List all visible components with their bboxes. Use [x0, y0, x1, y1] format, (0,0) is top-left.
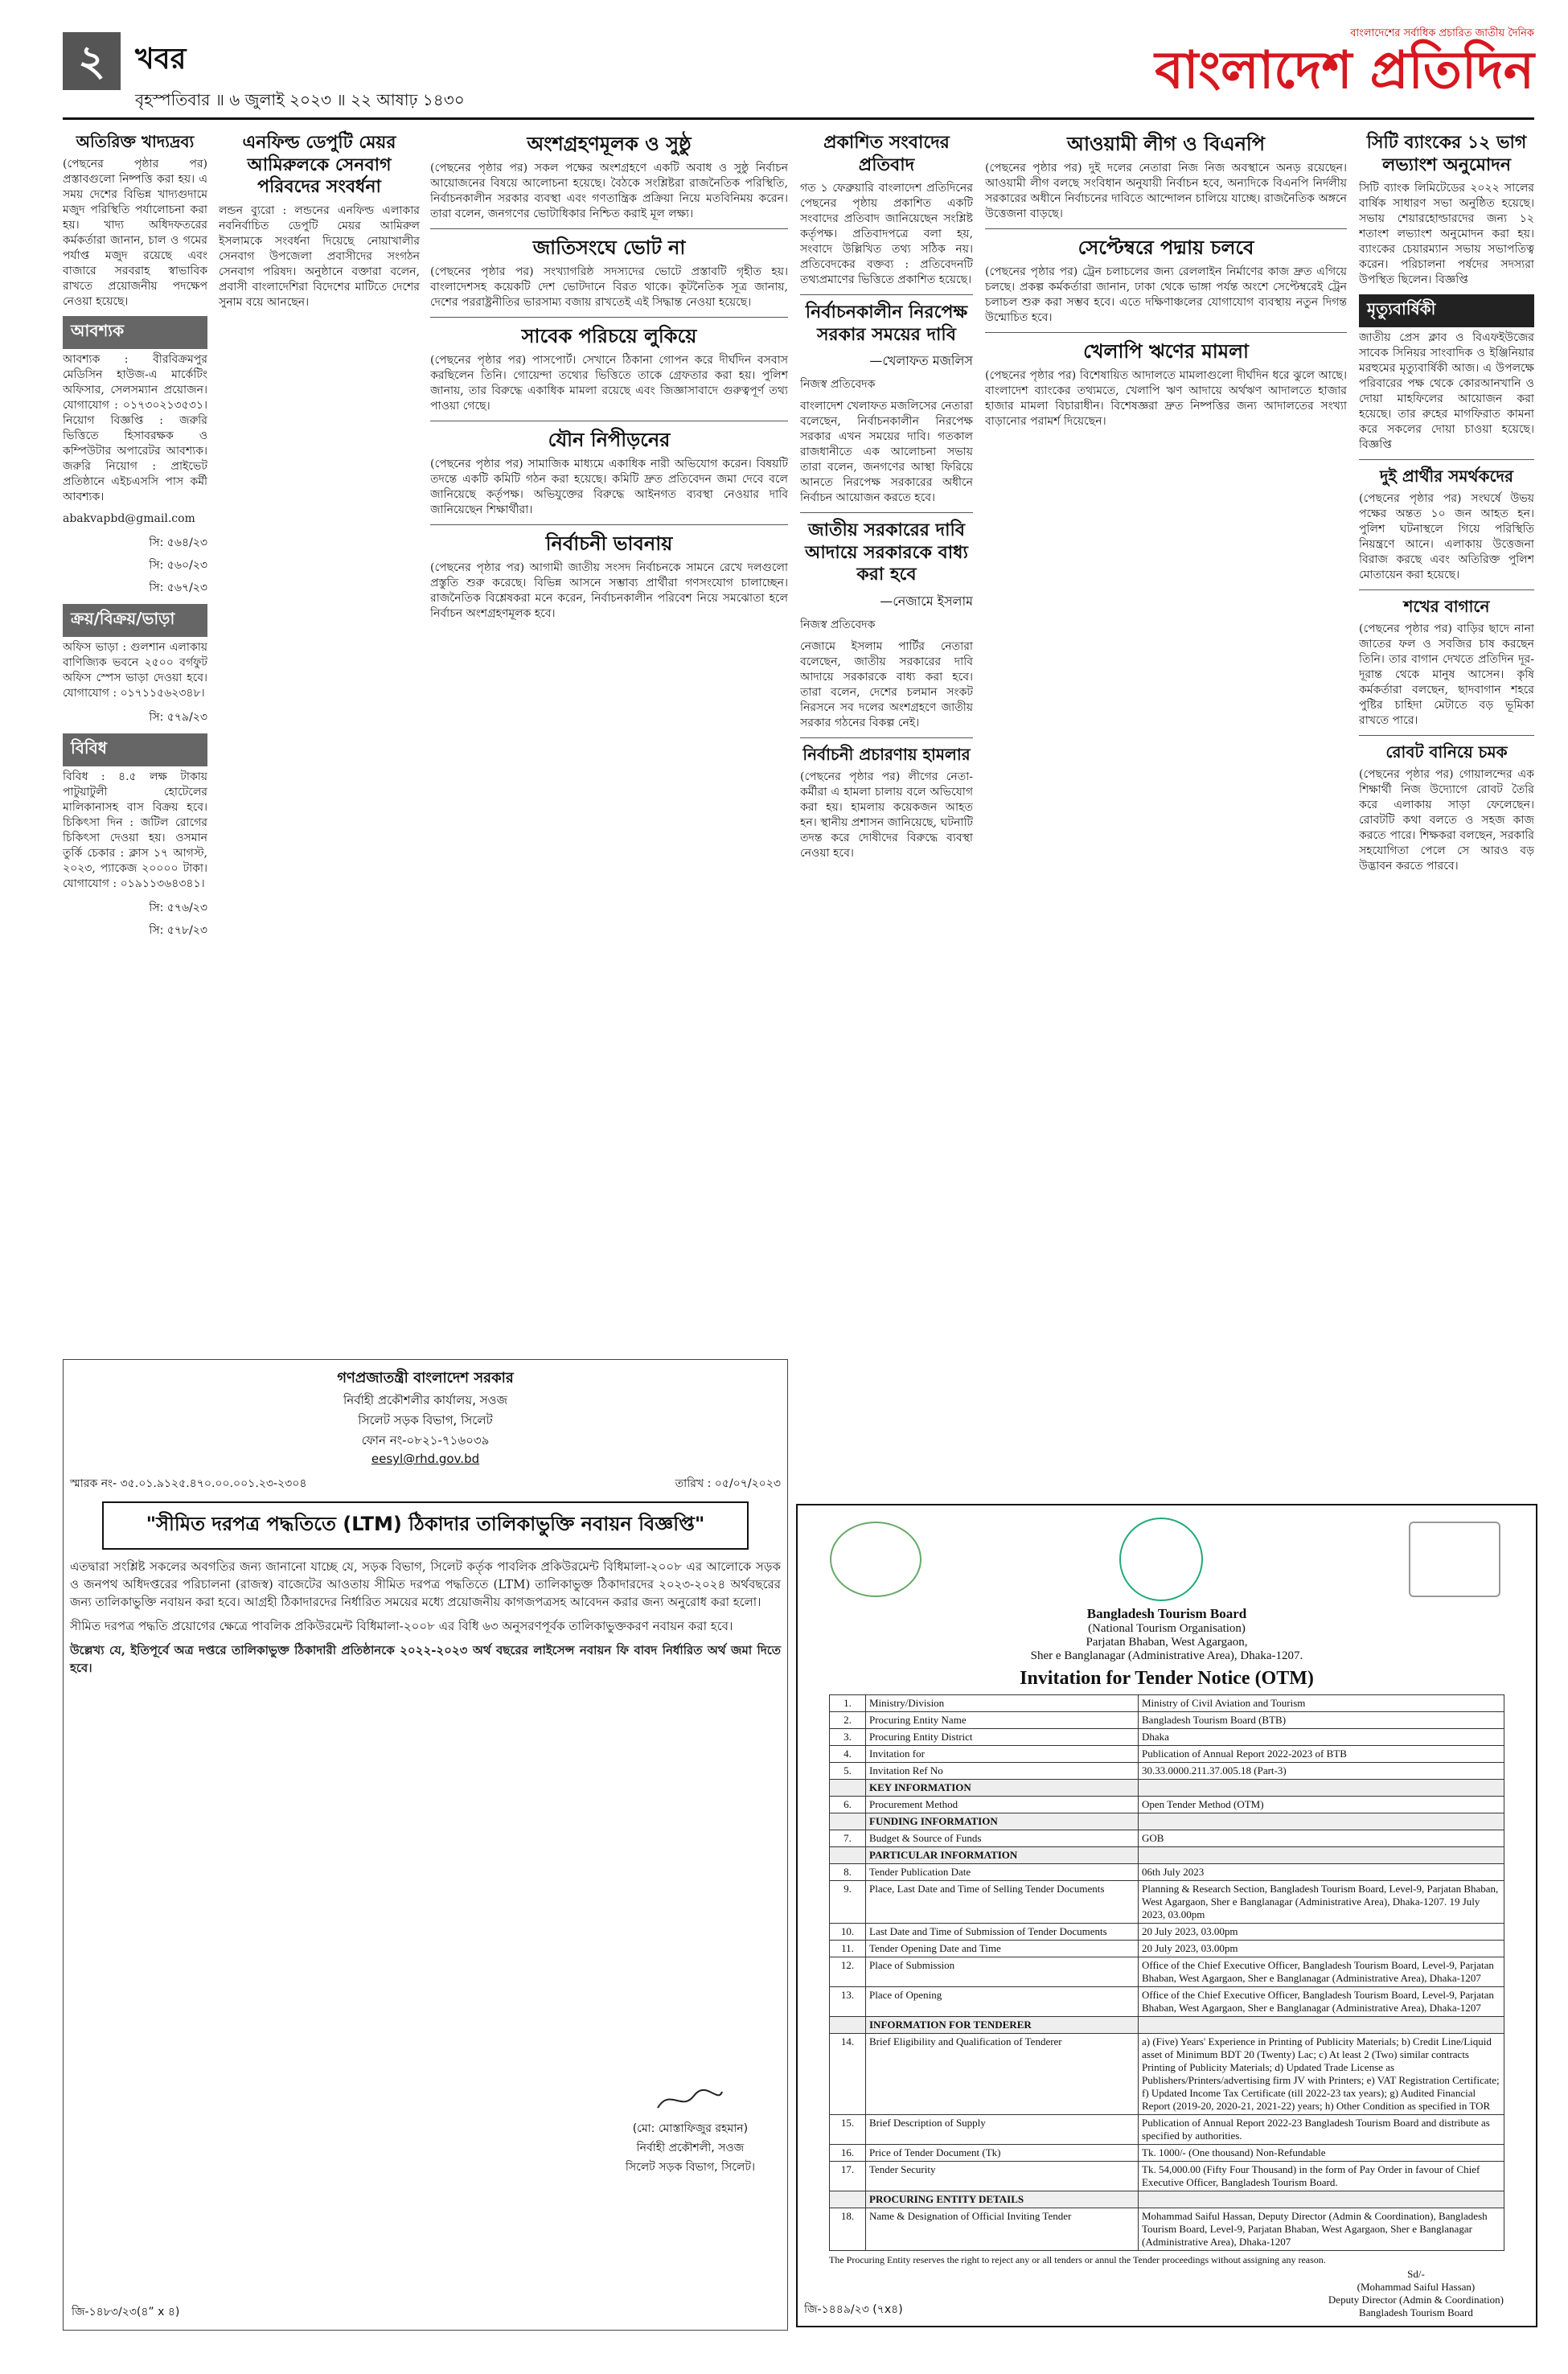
- tender-row-value: Open Tender Method (OTM): [1139, 1797, 1504, 1813]
- column-3-4: [430, 129, 788, 1375]
- rhd-signatory: (মো: মোস্তাফিজুর রহমান): [632, 2122, 749, 2135]
- body-dui-prarthi: (পেছনের পৃষ্ঠার পর) সংঘর্ষে উভয় পক্ষের অন্তত ১০ জন আহত হন। পুলিশ ঘটনাস্থলে গিয়ে পরিস্থিতি নিয়ন্ত্রণে আনে। এলাকায় উত্তেজনা বিরাজ করছে এবং অতিরিক্ত পুলিশ মোতায়েন করা হয়েছে।: [1359, 492, 1534, 581]
- classified-code: সি: ৫৭৮/২৩: [149, 924, 207, 937]
- tender-row: [830, 2017, 1504, 2034]
- headline-awamileague: আওয়ামী লীগ ও বিএনপি: [1066, 133, 1266, 155]
- tender-row-label: Place of Opening: [866, 1987, 1139, 2017]
- masthead-logo: [1155, 26, 1534, 99]
- classified-code: সি: ৫৬০/২৩: [149, 559, 207, 572]
- column-6-7: [985, 129, 1347, 1488]
- classified-heading-aboshyok: আবশ্যক: [63, 316, 207, 349]
- rhd-signatory-title: নির্বাহী প্রকৌশলী, সওজ: [636, 2142, 745, 2154]
- tender-signature: [1328, 2268, 1504, 2319]
- headline-enfield: এনফিল্ড ডেপুটি মেয়র আমিরুলকে সেনবাগ পরিবদের সংবর্ধনা: [242, 133, 396, 197]
- tender-row-label: Last Date and Time of Submission of Tender Documents: [866, 1924, 1139, 1941]
- tender-footer-note: The Procuring Entity reserves the right to reject any or all tenders or annul the Tender proceedings without assigning any reason.: [829, 2254, 1326, 2265]
- rhd-govt: গণপ্রজাতন্ত্রী বাংলাদেশ সরকার: [337, 1370, 514, 1386]
- tender-row-number: 9.: [830, 1881, 866, 1924]
- tender-row-label: Procuring Entity District: [866, 1729, 1139, 1746]
- page-header: [63, 23, 1534, 120]
- rhd-signatory-office: সিলেট সড়ক বিভাগ, সিলেট।: [625, 2161, 755, 2174]
- tender-row-number: 11.: [830, 1941, 866, 1957]
- headline-robot: রোবট বানিয়ে চমক: [1385, 742, 1508, 762]
- signature-icon: [654, 2084, 726, 2116]
- body-nirbachanibhabnay: (পেছনের পৃষ্ঠার পর) আগামী জাতীয় সংসদ নির্বাচনকে সামনে রেখে দলগুলো প্রস্তুতি শুরু করেছে। বিভিন্ন আসনে সম্ভাব্য প্রার্থীরা গণসংযোগ চালাচ্ছেন। রাজনৈতিক বিশ্লেষকরা মনে করেন, নির্বাচনকালীন পরিবেশ নিয়ে সমঝোতা হলে নির্বাচন অংশগ্রহণমূলক হবে।: [430, 561, 788, 620]
- body-jounnipiron: (পেছনের পৃষ্ঠার পর) সামাজিক মাধ্যমে একাধিক নারী অভিযোগ করেন। বিষয়টি তদন্তে একটি কমিটি গঠন করা হয়েছে। কমিটি দ্রুত প্রতিবেদন জমা দেবে বলে জানিয়েছে কর্তৃপক্ষ। অভিযুক্তের বিরুদ্ধে আইনগত ব্যবস্থা নেওয়ার দাবি জানিয়েছেন শিক্ষার্থীরা।: [430, 458, 788, 516]
- tender-row-label: Procuring Entity Name: [866, 1712, 1139, 1729]
- classified-email: abakvapbd@gmail.com: [63, 512, 195, 525]
- tender-row-number: [830, 2191, 866, 2208]
- rhd-phone: ফোন নং-০৮২১-৭১৬০৩৯: [361, 1433, 490, 1448]
- tender-row-number: 14.: [830, 2034, 866, 2115]
- date-line: বৃহস্পতিবার ॥ ৬ জুলাই ২০২৩ ॥ ২২ আষাঢ় ১৪৩০: [135, 90, 465, 109]
- tender-row-label: INFORMATION FOR TENDERER: [866, 2017, 1139, 2034]
- tender-row-value: 20 July 2023, 03.00pm: [1139, 1924, 1504, 1941]
- tender-row: [830, 1987, 1504, 2017]
- tender-row-label: Place of Submission: [866, 1957, 1139, 1987]
- tender-row-number: 8.: [830, 1864, 866, 1881]
- headline-citybank: সিটি ব্যাংকের ১২ ভাগ লভ্যাংশ অনুমোদন: [1366, 133, 1527, 175]
- tender-row-value: Ministry of Civil Aviation and Tourism: [1139, 1695, 1504, 1712]
- body-robot: (পেছনের পৃষ্ঠার পর) গোয়ালন্দের এক শিক্ষার্থী নিজ উদ্যোগে রোবট তৈরি করে এলাকায় সাড়া ফেলেছেন। রোবটটি কথা বলতে ও সহজ কাজ করতে পারে। শিক্ষকরা বলছেন, সরকারি সহযোগিতা পেলে সে আরও বড় উদ্ভাবন করতে পারবে।: [1359, 768, 1534, 873]
- tender-row-number: 17.: [830, 2162, 866, 2191]
- obituary-body: জাতীয় প্রেস ক্লাব ও বিএফইউজের সাবেক সিনিয়র সাংবাদিক ও ইঞ্জিনিয়ার মরহুমের মৃত্যুবার্ষিকী আজ। এ উপলক্ষে পরিবারের পক্ষ থেকে কোরআনখানি ও দোয়া মাহফিলের আয়োজন করা হয়েছে। তার রুহের মাগফিরাত কামনা করে সকলের দোয়া চাওয়া হয়েছে। বিজ্ঞপ্তি: [1359, 331, 1534, 451]
- tender-row-number: 4.: [830, 1746, 866, 1763]
- rhd-memo: স্মারক নং- ৩৫.০১.৯১২৫.৪৭০.০০.০০১.২৩-২৩০৪: [70, 1477, 307, 1490]
- reporter-jatiya: নিজস্ব প্রতিবেদক: [800, 618, 876, 631]
- byline-nirapekkho: —খেলাফত মজলিস: [869, 353, 973, 368]
- classified-code: সি: ৫৬৪/২৩: [149, 536, 207, 549]
- tender-address-1: Parjatan Bhaban, West Agargaon,: [1086, 1636, 1248, 1649]
- tender-row-label: PARTICULAR INFORMATION: [866, 1847, 1139, 1864]
- tender-row: [830, 1695, 1504, 1712]
- headline-nirbachanibhabnay: নির্বাচনী ভাবনায়: [545, 532, 673, 555]
- tender-row-value: [1139, 1780, 1504, 1797]
- tender-row: [830, 1780, 1504, 1797]
- govt-emblem-icon: [1119, 1518, 1203, 1601]
- tender-row-label: Procurement Method: [866, 1797, 1139, 1813]
- tender-row: [830, 1729, 1504, 1746]
- tender-row-value: GOB: [1139, 1830, 1504, 1847]
- tender-row: [830, 1763, 1504, 1780]
- tourism-tender-ad: [796, 1504, 1537, 2327]
- rhd-memo-date: তারিখ : ০৫/০৭/২০২৩: [675, 1477, 781, 1490]
- headline-shokher: শখের বাগানে: [1403, 597, 1490, 616]
- body-sabek: (পেছনের পৃষ্ঠার পর) পাসপোর্ট। সেখানে ঠিকানা গোপন করে দীর্ঘদিন বসবাস করছিলেন তিনি। গোয়েন্দা তথ্যের ভিত্তিতে তাকে গ্রেফতার করা হয়। পুলিশ জানায়, তার বিরুদ্ধে একাধিক মামলা রয়েছে এবং জিজ্ঞাসাবাদে গুরুত্বপূর্ণ তথ্য পাওয়া গেছে।: [430, 354, 788, 413]
- tender-row-value: 30.33.0000.211.37.005.18 (Part-3): [1139, 1763, 1504, 1780]
- tender-row-number: 7.: [830, 1830, 866, 1847]
- tender-row-number: [830, 2017, 866, 2034]
- tender-row-number: 6.: [830, 1797, 866, 1813]
- tender-row-number: 5.: [830, 1763, 866, 1780]
- tender-row-value: Dhaka: [1139, 1729, 1504, 1746]
- tender-row-label: FUNDING INFORMATION: [866, 1813, 1139, 1830]
- headline-sabek: সাবেক পরিচয়ে লুকিয়ে: [521, 325, 697, 347]
- body-angshagrahan: (পেছনের পৃষ্ঠার পর) সকল পক্ষের অংশগ্রহণে একটি অবাধ ও সুষ্ঠু নির্বাচন আয়োজনের বিষয়ে আলোচনা হয়েছে। বৈঠকে সংশ্লিষ্টরা রাজনৈতিক পরিস্থিতি, নির্বাচনকালীন সরকার ব্যবস্থা এবং গণতান্ত্রিক প্রক্রিয়া নিয়ে মতবিনিময় করেন। তারা বলেন, জনগণের ভোটাধিকার নিশ্চিত করাই মূল লক্ষ্য।: [430, 162, 788, 220]
- body-shokher: (পেছনের পৃষ্ঠার পর) বাড়ির ছাদে নানা জাতের ফল ও সবজির চাষ করছেন তিনি। তার বাগান দেখতে প্রতিদিন দূর-দূরান্ত থেকে মানুষ আসেন। কৃষি কর্মকর্তারা বলছেন, ছাদবাগান শহরে পুষ্টির চাহিদা মেটাতে বড় ভূমিকা রাখতে পারে।: [1359, 622, 1534, 727]
- bangladesh-52-logo-icon: [830, 1522, 922, 1597]
- portrait-icon: [1409, 1522, 1500, 1597]
- logo-tagline: বাংলাদেশের সর্বাধিক প্রচারিত জাতীয় দৈনিক: [1350, 27, 1534, 39]
- tender-row-value: Tk. 54,000.00 (Fifty Four Thousand) in the form of Pay Order in favour of Chief Executive Officer, Bangladesh Tourism Board.: [1139, 2162, 1504, 2191]
- tender-row-value: [1139, 2017, 1504, 2034]
- tender-row-label: Price of Tender Document (Tk): [866, 2145, 1139, 2162]
- headline-september: সেপ্টেম্বরে পদ্মায় চলবে: [1077, 236, 1254, 259]
- tender-row-label: Tender Security: [866, 2162, 1139, 2191]
- tender-row-number: 13.: [830, 1987, 866, 2017]
- body-khadyadravya: (পেছনের পৃষ্ঠার পর) প্রস্তাবগুলো নিষ্পত্তি করা হয়। এ সময় দেশের বিভিন্ন খাদ্যগুদামে মজুদ পরিস্থিতি পর্যালোচনা করা হয়। খাদ্য অধিদফতরের কর্মকর্তারা জানান, চাল ও গমের পর্যাপ্ত মজুদ রয়েছে এবং বাজারে সরবরাহ স্বাভাবিক রাখতে প্রয়োজনীয় পদক্ষেপ নেওয়া হয়েছে।: [63, 158, 207, 308]
- tender-row-label: Brief Eligibility and Qualification of Tenderer: [866, 2034, 1139, 2115]
- tender-row-value: Office of the Chief Executive Officer, Bangladesh Tourism Board, Level-9, Parjatan Bhaban, West Agargaon, Sher e Banglanagar (Administrative Area), Dhaka-1207: [1139, 1987, 1504, 2017]
- column-5: [800, 129, 973, 1488]
- tender-row-value: [1139, 1813, 1504, 1830]
- tender-row: [830, 1941, 1504, 1957]
- classified-body-aboshyok: আবশ্যক : বীরবিক্রমপুর মেডিসিন হাউজ-এ মার্কেটিং অফিসার, সেলসম্যান প্রয়োজন। যোগাযোগ : ০১৭৩০২১৩৫৩১। নিয়োগ বিজ্ঞপ্তি : জরুরি ভিত্তিতে হিসাবরক্ষক ও কম্পিউটার অপারেটর আবশ্যক। জরুরি নিয়োগ : প্রাইভেট প্রতিষ্ঠানে এইচএসসি পাস কর্মী আবশ্যক।: [63, 353, 207, 503]
- tender-row: [830, 1830, 1504, 1847]
- tender-row-label: Place, Last Date and Time of Selling Tender Documents: [866, 1881, 1139, 1924]
- tender-row-label: Budget & Source of Funds: [866, 1830, 1139, 1847]
- tender-row: [830, 1746, 1504, 1763]
- headline-angshagrahan: অংশগ্রহণমূলক ও সুষ্ঠু: [527, 133, 692, 155]
- headline-nirbachoniprocharay: নির্বাচনী প্রচারণায় হামলার: [802, 744, 971, 764]
- tender-row: [830, 1712, 1504, 1729]
- tender-row: [830, 1881, 1504, 1924]
- tender-row-label: Invitation Ref No: [866, 1763, 1139, 1780]
- rhd-body: এতদ্বারা সংশ্লিষ্ট সকলের অবগতির জন্য জানানো যাচ্ছে যে, সড়ক বিভাগ, সিলেট কর্তৃক পাবলিক প্রকিউরমেন্ট বিধিমালা-২০০৮ এর আলোকে সড়ক ও জনপথ অধিদপ্তরের পরিচালনা (রাজস্ব) বাজেটের আওতায় সীমিত দরপত্র পদ্ধতিতে (LTM) তালিকাভুক্ত ঠিকাদারদের ২০২৩-২০২৪ অর্থবছরের জন্য তালিকাভুক্তি নবায়ন করা হবে। আগ্রহী ঠিকাদারদের নির্ধারিত সময়ের মধ্যে প্রয়োজনীয় কাগজপত্রসহ আবেদন করার জন্য অনুরোধ করা হলো।: [70, 1559, 781, 1609]
- body-nirbachoniprocharay: (পেছনের পৃষ্ঠার পর) লীগের নেতা-কর্মীরা এ হামলা চালায় বলে অভিযোগ করা হয়। হামলায় কয়েকজন আহত হন। স্থানীয় প্রশাসন জানিয়েছে, ঘটনাটি তদন্ত করে দোষীদের বিরুদ্ধে ব্যবস্থা নেওয়া হবে।: [800, 770, 973, 860]
- column-2: [219, 129, 420, 1335]
- tender-row: [830, 1957, 1504, 1987]
- tender-row-value: Publication of Annual Report 2022-2023 of BTB: [1139, 1746, 1504, 1763]
- section-name: খবর: [135, 43, 187, 76]
- tender-row: [830, 2162, 1504, 2191]
- classified-heading-kroy: ক্রয়/বিক্রয়/ভাড়া: [63, 604, 207, 637]
- tender-ref: জি-১৪৪৯/২৩ (৭x৪): [804, 2303, 903, 2316]
- headline-nirapekkho: নির্বাচনকালীন নিরপেক্ষ সরকার সময়ের দাবি: [805, 302, 968, 345]
- tender-sd: Sd/-: [1407, 2268, 1425, 2280]
- tender-row-number: 16.: [830, 2145, 866, 2162]
- body-enfield: লন্ডন ব্যুরো : লন্ডনের এনফিল্ড এলাকার নবনির্বাচিত ডেপুটি মেয়র আমিরুল ইসলামকে সংবর্ধনা দিয়েছে নোয়াখালীর সেনবাগ উপজেলা প্রবাসীদের সংগঠন সেনবাগ পরিষদ। অনুষ্ঠানে বক্তারা বলেন, প্রবাসী বাংলাদেশিরা বিদেশের মাটিতে দেশের সুনাম বয়ে আনছেন।: [219, 203, 420, 309]
- classified-body-kroy: অফিস ভাড়া : গুলশান এলাকায় বাণিজ্যিক ভবনে ২৫০০ বর্গফুট অফিস স্পেস ভাড়া দেওয়া হবে। যোগাযোগ : ০১৭১১৫৬২৩৪৮।: [63, 641, 207, 700]
- rhd-note-1: সীমিত দরপত্র পদ্ধতি প্রয়োগের ক্ষেত্রে পাবলিক প্রকিউরমেন্ট বিধিমালা-২০০৮ এর বিধি ৬৩ অনুসরণপূর্বক তালিকাভুক্তকরণ নবায়ন করা হবে।: [70, 1619, 733, 1633]
- column-8: [1359, 129, 1534, 1488]
- page-number: ২: [63, 32, 121, 90]
- rhd-tender-ad: [63, 1359, 788, 2331]
- tender-row: [830, 2145, 1504, 2162]
- rhd-email[interactable]: eesyl@rhd.gov.bd: [371, 1452, 480, 1466]
- headline-khelapi: খেলাপি ঋণের মামলা: [1083, 340, 1249, 363]
- tender-row-number: 18.: [830, 2208, 866, 2251]
- tender-row-number: 2.: [830, 1712, 866, 1729]
- byline-jatiya: —নেজামে ইসলাম: [880, 593, 973, 609]
- tender-table: [829, 1694, 1504, 2251]
- tender-org-sub: (National Tourism Organisation): [1088, 1622, 1246, 1635]
- tender-row-label: Brief Description of Supply: [866, 2115, 1139, 2145]
- headline-dui-prarthi: দুই প্রার্থীর সমর্থকদের: [1379, 466, 1514, 486]
- tender-row-number: [830, 1847, 866, 1864]
- tender-row-number: [830, 1813, 866, 1830]
- tender-title: Invitation for Tender Notice (OTM): [1020, 1668, 1314, 1689]
- tender-row-label: Tender Opening Date and Time: [866, 1941, 1139, 1957]
- tender-row-number: 3.: [830, 1729, 866, 1746]
- tender-row-number: [830, 1780, 866, 1797]
- tender-row-number: 15.: [830, 2115, 866, 2145]
- tender-row-label: Invitation for: [866, 1746, 1139, 1763]
- column-1: [63, 129, 207, 1335]
- tender-row-number: 12.: [830, 1957, 866, 1987]
- rhd-office-2: সিলেট সড়ক বিভাগ, সিলেট: [358, 1413, 493, 1427]
- tender-row-value: [1139, 2191, 1504, 2208]
- body-september: (পেছনের পৃষ্ঠার পর) ট্রেন চলাচলের জন্য রেললাইন নির্মাণের কাজ দ্রুত এগিয়ে চলছে। প্রকল্প কর্মকর্তারা জানান, ঢাকা থেকে ভাঙ্গা পর্যন্ত অংশে সেপ্টেম্বরেই ট্রেন চলাচল শুরু করা সম্ভব হবে। এতে দক্ষিণাঞ্চলের যোগাযোগ ব্যবস্থায় নতুন দিগন্ত উন্মোচিত হবে।: [985, 265, 1347, 324]
- tender-row: [830, 2208, 1504, 2251]
- tender-row: [830, 1847, 1504, 1864]
- tender-row-value: Publication of Annual Report 2022-23 Bangladesh Tourism Board and distribute as specified by authorities.: [1139, 2115, 1504, 2145]
- headline-khadyadravya: অতিরিক্ত খাদ্যদ্রব্য: [76, 132, 195, 151]
- body-khelapi: (পেছনের পৃষ্ঠার পর) বিশেষায়িত আদালতে মামলাগুলো দীর্ঘদিন ধরে ঝুলে আছে। বাংলাদেশ ব্যাংকের তথ্যমতে, খেলাপি ঋণ আদায়ে অর্থঋণ আদালতে হাজার হাজার মামলা বিচারাধীন। বিশেষজ্ঞরা দ্রুত নিষ্পত্তির জন্য আদালতের সংখ্যা বাড়ানোর পরামর্শ দিয়েছেন।: [985, 369, 1347, 428]
- headline-prakashito: প্রকাশিত সংবাদের প্রতিবাদ: [823, 133, 950, 175]
- tender-row-value: Bangladesh Tourism Board (BTB): [1139, 1712, 1504, 1729]
- tender-row-label: Tender Publication Date: [866, 1864, 1139, 1881]
- headline-jatiya: জাতীয় সরকারের দাবি আদায়ে সরকারকে বাধ্য করা হবে: [805, 520, 968, 585]
- body-awamileague: (পেছনের পৃষ্ঠার পর) দুই দলের নেতারা নিজ নিজ অবস্থানে অনড় রয়েছেন। আওয়ামী লীগ বলছে সংবিধান অনুযায়ী নির্বাচন হবে, অন্যদিকে বিএনপি নির্দলীয় সরকারের অধীনে নির্বাচনের দাবিতে আন্দোলন চালিয়ে যাচ্ছে। রাজনৈতিক অঙ্গনে উত্তেজনা বাড়ছে।: [985, 162, 1347, 220]
- headline-jounnipiron: যৌন নিপীড়নের: [548, 429, 671, 451]
- tender-row: [830, 2191, 1504, 2208]
- body-nirapekkho: বাংলাদেশ খেলাফত মজলিসের নেতারা বলেছেন, নির্বাচনকালীন নিরপেক্ষ সরকার এখন সময়ের দাবি। গতকাল রাজধানীতে এক আলোচনা সভায় তারা বলেন, জনগণের আস্থা ফিরিয়ে আনতে নিরপেক্ষ সরকারের অধীনে নির্বাচন আয়োজন করতে হবে।: [800, 400, 973, 504]
- rhd-title: "সীমিত দরপত্র পদ্ধতিতে (LTM) ঠিকাদার তালিকাভুক্তি নবায়ন বিজ্ঞপ্তি": [102, 1501, 749, 1550]
- tender-row-value: 06th July 2023: [1139, 1864, 1504, 1881]
- rhd-office-1: নির্বাহী প্রকৌশলীর কার্যালয়, সওজ: [343, 1393, 507, 1407]
- tender-row: [830, 1797, 1504, 1813]
- tender-org: Bangladesh Tourism Board: [1086, 1606, 1247, 1621]
- tender-row: [830, 2115, 1504, 2145]
- tender-row: [830, 1924, 1504, 1941]
- tender-row-label: PROCURING ENTITY DETAILS: [866, 2191, 1139, 2208]
- body-prakashito: গত ১ ফেব্রুয়ারি বাংলাদেশ প্রতিদিনের পেছনের পৃষ্ঠায় প্রকাশিত একটি সংবাদের প্রতিবাদ জানিয়েছেন সংশ্লিষ্ট কর্তৃপক্ষ। প্রতিবাদপত্রে বলা হয়, সংবাদে উল্লিখিত তথ্য সঠিক নয়। প্রতিবেদকের বক্তব্য : প্রতিবেদনটি তথ্যপ্রমাণের ভিত্তিতে প্রকাশিত হয়েছে।: [800, 182, 973, 286]
- rhd-signature-block: [626, 2084, 755, 2177]
- body-jatiya: নেজামে ইসলাম পার্টির নেতারা বলেছেন, জাতীয় সরকারের দাবি আদায়ে সরকারকে বাধ্য করা হবে। তারা বলেন, দেশের চলমান সংকট নিরসনে সব দলের অংশগ্রহণে জাতীয় সরকার গঠনের বিকল্প নেই।: [800, 639, 973, 729]
- tender-row-value: Office of the Chief Executive Officer, Bangladesh Tourism Board, Level-9, Parjatan Bhaban, West Agargaon, Sher e Banglanagar (Administrative Area), Dhaka-1207: [1139, 1957, 1504, 1987]
- classified-code: সি: ৫৬৭/২৩: [149, 581, 207, 594]
- obituary-heading: মৃত্যুবার্ষিকী: [1359, 294, 1534, 327]
- tender-row-label: KEY INFORMATION: [866, 1780, 1139, 1797]
- tender-row-label: Ministry/Division: [866, 1695, 1139, 1712]
- classified-code: সি: ৫৭৬/২৩: [149, 902, 207, 914]
- tender-row-value: [1139, 1847, 1504, 1864]
- headline-jatisangha: জাতিসংঘে ভোট না: [532, 236, 686, 259]
- tender-row-number: 1.: [830, 1695, 866, 1712]
- tender-row: [830, 1813, 1504, 1830]
- reporter-nirapekkho: নিজস্ব প্রতিবেদক: [800, 378, 876, 391]
- tender-row-label: Name & Designation of Official Inviting Tender: [866, 2208, 1139, 2251]
- rhd-note-2: উল্লেখ্য যে, ইতিপূর্বে অত্র দপ্তরে তালিকাভুক্ত ঠিকাদারী প্রতিষ্ঠানকে ২০২২-২০২৩ অর্থ বছরের লাইসেন্স নবায়ন ফি বাবদ নির্ধারিত অর্থ জমা দিতে হবে।: [70, 1643, 781, 1675]
- classified-code: সি: ৫৭৯/২৩: [149, 711, 207, 724]
- tender-row-number: 10.: [830, 1924, 866, 1941]
- body-citybank: সিটি ব্যাংক লিমিটেডের ২০২২ সালের বার্ষিক সাধারণ সভা অনুষ্ঠিত হয়েছে। সভায় শেয়ারহোল্ডারদের জন্য ১২ শতাংশ লভ্যাংশ অনুমোদন করা হয়। ব্যাংকের চেয়ারম্যান সভায় সভাপতিত্ব করেন। পরিচালনা পর্ষদের সদস্যরা উপস্থিত ছিলেন। বিজ্ঞপ্তি: [1359, 182, 1534, 286]
- tender-row-value: Mohammad Saiful Hassan, Deputy Director (Admin & Coordination), Bangladesh Tourism Board, Level-9, Parjatan Bhaban, West Agargaon, Sher e Banglanagar (Administrative Area), Dhaka-1207: [1139, 2208, 1504, 2251]
- rhd-ref: জি-১৪৮৩/২৩(৪” x ৪): [72, 2306, 180, 2319]
- body-jatisangha: (পেছনের পৃষ্ঠার পর) সংখ্যাগরিষ্ঠ সদস্যদের ভোটে প্রস্তাবটি গৃহীত হয়। বাংলাদেশসহ কয়েকটি দেশ ভোটদানে বিরত থাকে। কূটনৈতিক সূত্র জানায়, দেশের পররাষ্ট্রনীতির ভারসাম্য বজায় রাখতেই এই সিদ্ধান্ত নেওয়া হয়েছে।: [430, 265, 788, 309]
- logo-name: বাংলাদেশ প্রতিদিন: [1155, 40, 1534, 101]
- tender-address-2: Sher e Banglanagar (Administrative Area), Dhaka-1207.: [1030, 1649, 1303, 1662]
- classified-heading-bibidh: বিবিধ: [63, 733, 207, 766]
- tender-row: [830, 1864, 1504, 1881]
- tender-row-value: 20 July 2023, 03.00pm: [1139, 1941, 1504, 1957]
- tender-row-value: Planning & Research Section, Bangladesh Tourism Board, Level-9, Parjatan Bhaban, West Agargaon, Sher e Banglanagar (Administrative Area), Dhaka-1207. 19 July 2023, 03.00pm: [1139, 1881, 1504, 1924]
- tender-sign-title: Deputy Director (Admin & Coordination): [1328, 2294, 1504, 2306]
- classified-body-bibidh: বিবিধ : ৪.৫ লক্ষ টাকায় পাটুয়াটুলী হোটেলের মালিকানাসহ বাস বিক্রয় হবে। চিকিৎসা দিন : জটিল রোগের চিকিৎসা দেওয়া হয়। ওসমান তুর্কি চেকার : ক্লাস ১৭ আগস্ট, ২০২৩, প্যাকেজ ২০০০০ টাকা। যোগাযোগ : ০১৯১১৩৬৪৩৪১।: [63, 770, 207, 890]
- tender-sign-name: (Mohammad Saiful Hassan): [1357, 2281, 1476, 2293]
- tender-row: [830, 2034, 1504, 2115]
- tender-row-value: a) (Five) Years' Experience in Printing of Publicity Materials; b) Credit Line/Liquid asset of Minimum BDT 20 (Twenty) Lac; c) At least 2 (Two) similar contracts Printing of Publicity Materials; d) Updated Trade License as Publishers/Printers/advertising firm JV with Printers; e) VAT Registration Certificate; f) Updated Income Tax Certificate (till 2022-23 tax years); g) Audited Financial Report (2019-20, 2020-21, 2021-22) years; h) Other Condition as specified in TOR: [1139, 2034, 1504, 2115]
- tender-sign-org: Bangladesh Tourism Board: [1359, 2306, 1473, 2319]
- tender-row-value: Tk. 1000/- (One thousand) Non-Refundable: [1139, 2145, 1504, 2162]
